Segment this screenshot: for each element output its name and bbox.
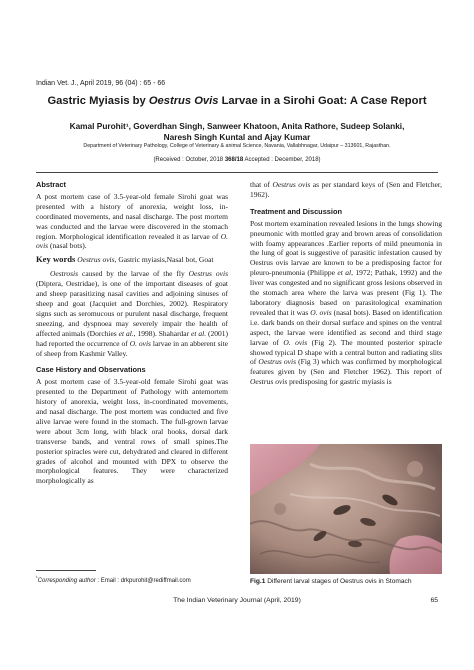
species-name: Oestrus ovis [77,255,115,265]
species-name: Oestrus ovis [258,357,297,367]
species-name: Oestrus ovis [250,377,288,387]
figure-label: Fig.1 [250,578,266,585]
species-name: O. ovis [310,307,332,317]
right-intro-text [250,180,442,200]
title-part: Larvae in a Sirohi Goat: A Case Report [218,95,427,107]
author-line: Naresh Singh Kuntal and Ajay Kumar [163,132,311,142]
case-history-heading: Case History and Observations [36,365,146,375]
treatment-heading: Treatment and Discussion [250,206,342,216]
species-name: Oestrus ovis [188,269,228,279]
keywords-label: Key words [36,254,76,265]
footnote-divider [36,570,96,571]
species-name: Oestrosis [50,269,79,279]
text-run: , Gastric myiasis,Nasal bot, Goat [114,255,214,265]
text-run: 1998). Shahardar [135,328,192,338]
text-run: caused by the larvae of the fly [78,269,189,279]
author-line: Kamal Purohit¹, Goverdhan Singh, Sanweer Khatoon, Anita Rathore, Sudeep Solanki, [69,121,405,131]
footnote-mark: ¹ [36,575,38,581]
text-run: A post mortem case of 3.5-year-old female Sirohi goat was presented with a history of anorexia, weight loss, in-coordinated movements, and nasal discharge. The post mortem was conducted and the larvae were discovered in the stomach region. Morphological identification revealed it as larvae of [36,191,228,241]
footnote-label: Corresponding author [37,578,96,584]
citation-etal: et al. [191,328,207,338]
case-history-text: A post mortem case of 3.5-year-old female Sirohi goat was presented to the Department of Pathology with antemortem history of anorexia, weight loss, in-coordinated movements, and nasal discharge. The post mortem was conducted and five alive larvae were found in the stomach. The full-grown larvae were about 3cm long, with black oral hooks, dorsal dark transverse bands, and ventral rows of small spines.The posterior spiracles were cut, dehydrated and cleared in different grades of alcohol and mounted with DPX to observe the morphological features. They were characterized morphologically as [36,377,228,486]
footnote-email: : Email : drkpurohit@rediffmail.com [95,578,191,584]
received-part: Accepted : December, 2018) [243,157,321,163]
abstract-text [36,192,228,251]
text-run: (Diptera, Oestridae), is one of the important diseases of goat and sheep parasitizing nasal cavities and adjoining sinuses of sheep and goat (Jacquiet and Dorchies, 2002). Respiratory signs such as seromucous or purulent nasal discharge, frequent sneezing, and dyspnoea may severely impair the health of affected animals (Dorchies [36,279,228,338]
text-run: Post mortem examination revealed lesions in the lungs showing pneumonic with mottled gray and brown areas of consolidation with foamy appearances .Earlier reports of mild pneumonia in the lung of goat is suggestive of parasitic infestation caused by Oestrus ovis larvae are known to be a predisposing factor for pleuro-pneumonia (Philippe [250,218,442,278]
page-number: 65 [430,597,438,604]
text-run: (nasal bots). Based on identification i.e. dark bands on their dorsal surface and spines on the ventral aspect, the larvae were identified as second and third stage larvae of [250,307,442,347]
text-run: (Fig 3) which was confirmed by morphological features given by (Sen and Fletcher 1962). This report of [250,357,442,377]
species-name: O. ovis [36,231,228,251]
title-species: Oestrus Ovis [148,95,219,107]
text-run: (2001) had reported the occurrence of [36,328,228,348]
abstract-heading: Abstract [36,180,66,189]
figure-caption [250,578,445,585]
citation-etal: et al [337,268,352,278]
right-column [250,180,442,387]
footer-journal: The Indian Veterinary Journal (April, 2019) [173,597,301,604]
title-part: Gastric Myiasis by [47,95,149,107]
footnote [36,575,191,584]
text-run: predisposing for gastric myiasis is [287,377,392,387]
text-run: larvae in an abberent site of sheep from Kashmir Valley. [36,338,229,358]
species-name: O. ovis [129,338,151,348]
text-run: (Fig 2). The mounted posterior spiracle showed typical D shape with a central button and radiating slits of [250,337,442,367]
figure-photo [250,444,442,574]
keywords [36,255,228,265]
header-divider [36,172,438,173]
spacer [250,200,442,207]
received-dates [36,157,438,163]
affiliation: Department of Veterinary Pathology, College of Veterinary & animal Science, Navania, Vallabhnagar, Udaipur – 313601, Rajasthan. [83,143,391,149]
citation-etal: et al., [118,328,136,338]
text-run: as per standard keys of (Sen and Fletcher, 1962). [250,180,443,199]
manuscript-code: 368/18 [224,157,244,163]
species-name: Oestrus ovis [272,180,311,189]
author-list [36,121,438,143]
text-run: that of [250,180,273,189]
intro-paragraph [36,269,228,358]
text-run: (nasal bots). [48,241,87,251]
article-title [36,95,438,107]
left-column [36,180,228,486]
caption-text: Different larval stages of Oestrus ovis in Stomach [265,578,412,585]
treatment-text [250,219,442,387]
text-run: , 1972; Pathak, 1992) and the liver was congested and no significant gross lesions observed in the stomach area where the larva was present (Fig 1). The laboratory diagnosis based on parasitological examination revealed that it was [250,268,442,317]
received-part: (Received : October, 2018 [153,157,225,163]
spacer [36,358,228,365]
journal-reference: Indian Vet. J., April 2019, 96 (04) : 65 - 66 [36,80,166,87]
species-name: O. ovis [283,337,308,347]
stomach-tissue-photo [250,444,442,574]
